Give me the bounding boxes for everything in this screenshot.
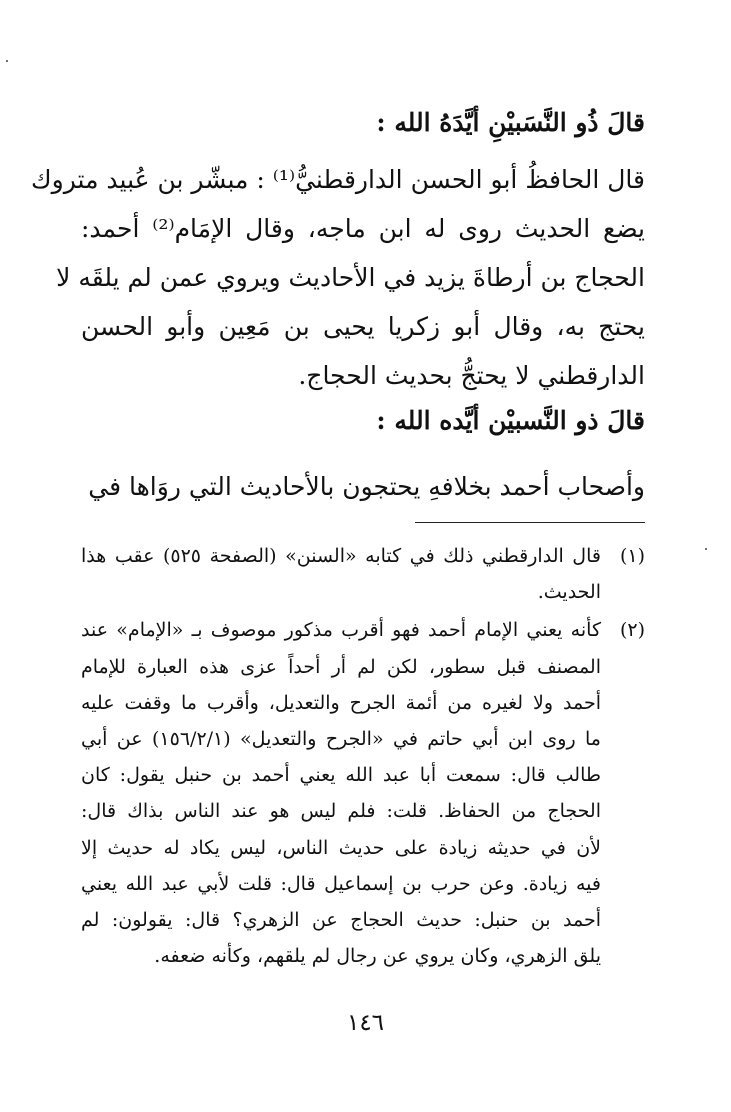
footnote-1-line-2: الحديث. [537,581,601,604]
footnote-separator [415,522,645,523]
main-line-4: يحتج به، وقال أبو زكريا يحيى بن مَعِين وأبو الحسن [81,312,645,341]
scan-speck [6,60,8,62]
section-heading-1: قالَ ذُو النَّسَبيْنِ أيَّدَهُ الله : [376,108,645,137]
main-line-3: الحجاج بن أرطاةَ يزيد في الأحاديث ويروي عمن لم يلقَه لا [56,263,645,292]
footnote-2-line-1: كأنه يعني الإمام أحمد فهو أقرب مذكور موصوف بـ «الإمام» عند [81,619,601,642]
footnote-2-line-4: ما روى ابن أبي حاتم في «الجرح والتعديل» (١٥٦/٢/١) عن أبي [81,728,601,751]
footnote-2-line-7: لأن في حديثه زيادة على حديث الناس، ليس يكاد له حديث إلا [81,836,601,859]
main-line-1: قال الحافظُ أبو الحسن الدارقطنيُّ⁽¹⁾ : مبشّر بن عُبيد متروك [31,165,645,194]
page-number: ١٤٦ [346,1010,385,1036]
footnote-2-line-5: طالب قال: سمعت أبا عبد الله يعني أحمد بن حنبل يقول: كان [81,764,601,787]
footnote-2-line-8: فيه زيادة. وعن حرب بن إسماعيل قال: قلت لأبي عبد الله يعني [81,872,601,895]
footnote-number-1: (١) [619,545,645,567]
footnote-1-line-1: قال الدارقطني ذلك في كتابه «السنن» (الصفحة ٥٢٥) عقب هذا [81,545,601,567]
footnote-2-line-9: أحمد بن حنبل: حديث الحجاج عن الزهري؟ قال: يقولون: لم [81,909,601,932]
section-heading-2: قالَ ذو النَّسبيْن أيَّده الله : [376,406,645,435]
main-line-6: وأصحاب أحمد بخلافهِ يحتجون بالأحاديث التي روَاها في [88,472,645,501]
footnote-2-line-2: المصنف قبل سطور، لكن لم أر أحداً عزى هذه العبارة للإمام [81,655,601,678]
footnote-1 [81,538,645,610]
footnote-2 [81,612,645,974]
footnote-2-line-6: الحجاج من الحفاظ. قلت: فلم ليس هو عند الناس بذاك قال: [81,800,601,823]
footnote-number-2: (٢) [619,619,645,642]
footnotes [81,538,645,974]
main-line-2: يضع الحديث روى له ابن ماجه، وقال الإمَام⁽²⁾ أحمد: [81,214,645,243]
main-paragraph-2 [81,462,645,511]
footnote-2-line-3: أحمد ولا لغيره من أئمة الجرح والتعديل، وأقرب ما وقفت عليه [81,691,601,714]
scan-speck [705,548,707,550]
main-paragraph-1 [31,155,645,400]
main-line-5: الدارقطني لا يحتجُّ بحديث الحجاج. [298,361,645,390]
footnote-2-line-10: يلق الزهري، وكان يروي عن رجال لم يلقهم، وكأنه ضعفه. [154,945,601,968]
